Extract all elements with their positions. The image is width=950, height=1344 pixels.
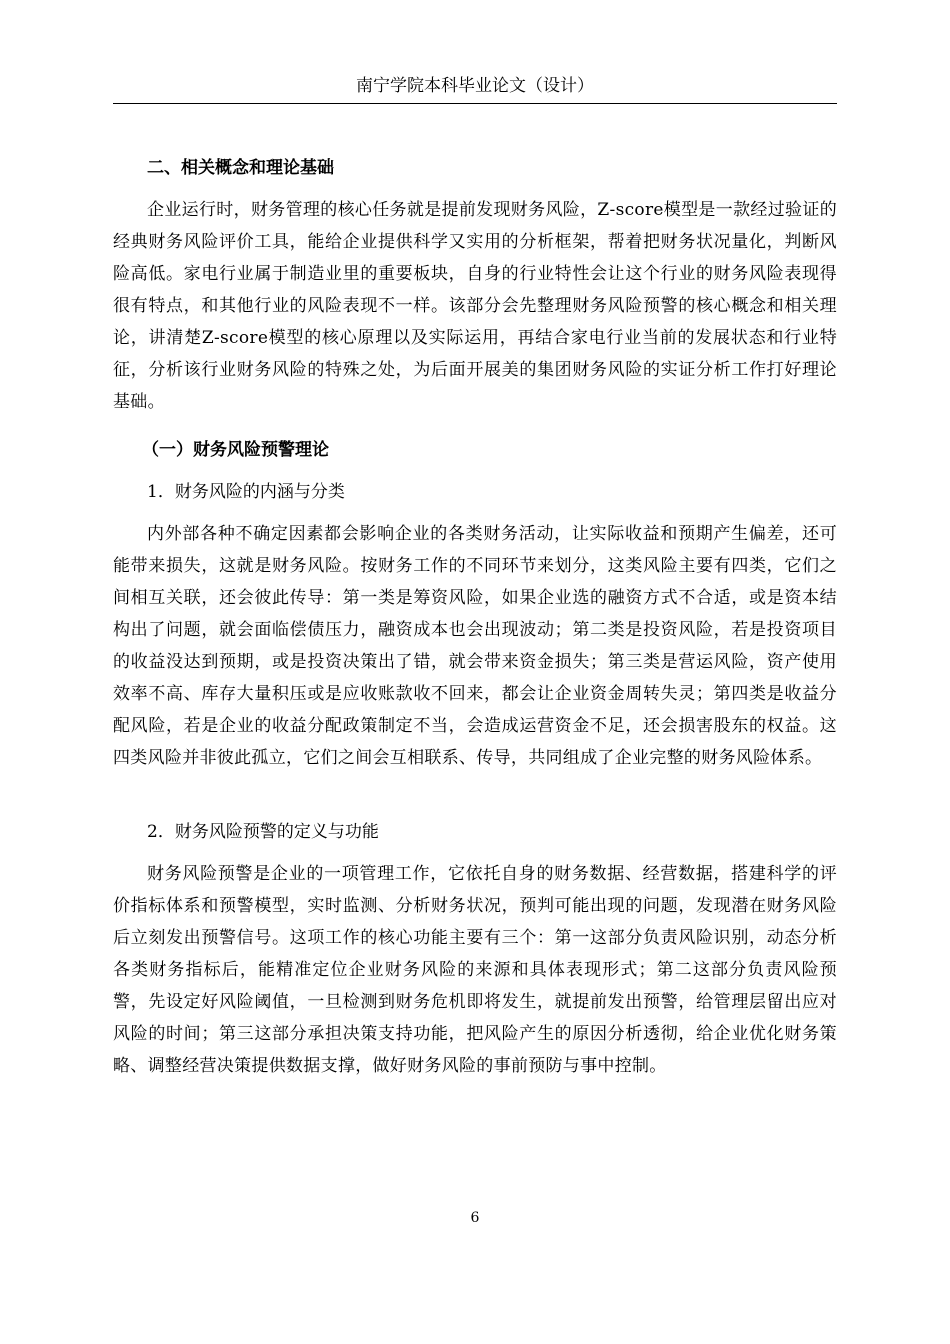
item-heading-risk-warning: 2．财务风险预警的定义与功能 bbox=[147, 822, 379, 842]
section-heading: 二、相关概念和理论基础 bbox=[147, 158, 334, 178]
risk-classification-paragraph: 内外部各种不确定因素都会影响企业的各类财务活动，让实际收益和预期产生偏差，还可能带来损失，这就是财务风险。按财务工作的不同环节来划分，这类风险主要有四类，它们之间相互关联，还会彼此传导：第一类是筹资风险，如果企业选的融资方式不合适，或是资本结构出了问题，就会面临偿债压力，融资成本也会出现波动；第二类是投资风险，若是投资项目的收益没达到预期，或是投资决策出了错，就会带来资金损失；第三类是营运风险，资产使用效率不高、库存大量积压或是应收账款收不回来，都会让企业资金周转失灵；第四类是收益分配风险，若是企业的收益分配政策制定不当，会造成运营资金不足，还会损害股东的权益。这四类风险并非彼此孤立，它们之间会互相联系、传导，共同组成了企业完整的财务风险体系。 bbox=[113, 524, 837, 768]
item-heading-risk-classification: 1．财务风险的内涵与分类 bbox=[147, 482, 345, 502]
page-number: 6 bbox=[470, 1210, 480, 1226]
subsection-heading: （一）财务风险预警理论 bbox=[142, 440, 329, 460]
section-intro-paragraph: 企业运行时，财务管理的核心任务就是提前发现财务风险，Z-score模型是一款经过验证的经典财务风险评价工具，能给企业提供科学又实用的分析框架，帮着把财务状况量化，判断风险高低。家电行业属于制造业里的重要板块，自身的行业特性会让这个行业的财务风险表现得很有特点，和其他行业的风险表现不一样。该部分会先整理财务风险预警的核心概念和相关理论，讲清楚Z-score模型的核心原理以及实际运用，再结合家电行业当前的发展状态和行业特征，分析该行业财务风险的特殊之处，为后面开展美的集团财务风险的实证分析工作打好理论基础。 bbox=[113, 200, 837, 412]
risk-warning-paragraph: 财务风险预警是企业的一项管理工作，它依托自身的财务数据、经营数据，搭建科学的评价指标体系和预警模型，实时监测、分析财务状况，预判可能出现的问题，发现潜在财务风险后立刻发出预警信号。这项工作的核心功能主要有三个：第一这部分负责风险识别，动态分析各类财务指标后，能精准定位企业财务风险的来源和具体表现形式；第二这部分负责风险预警，先设定好风险阈值，一旦检测到财务危机即将发生，就提前发出预警，给管理层留出应对风险的时间；第三这部分承担决策支持功能，把风险产生的原因分析透彻，给企业优化财务策略、调整经营决策提供数据支撑，做好财务风险的事前预防与事中控制。 bbox=[113, 864, 837, 1076]
page-header: 南宁学院本科毕业论文（设计） bbox=[113, 74, 837, 104]
